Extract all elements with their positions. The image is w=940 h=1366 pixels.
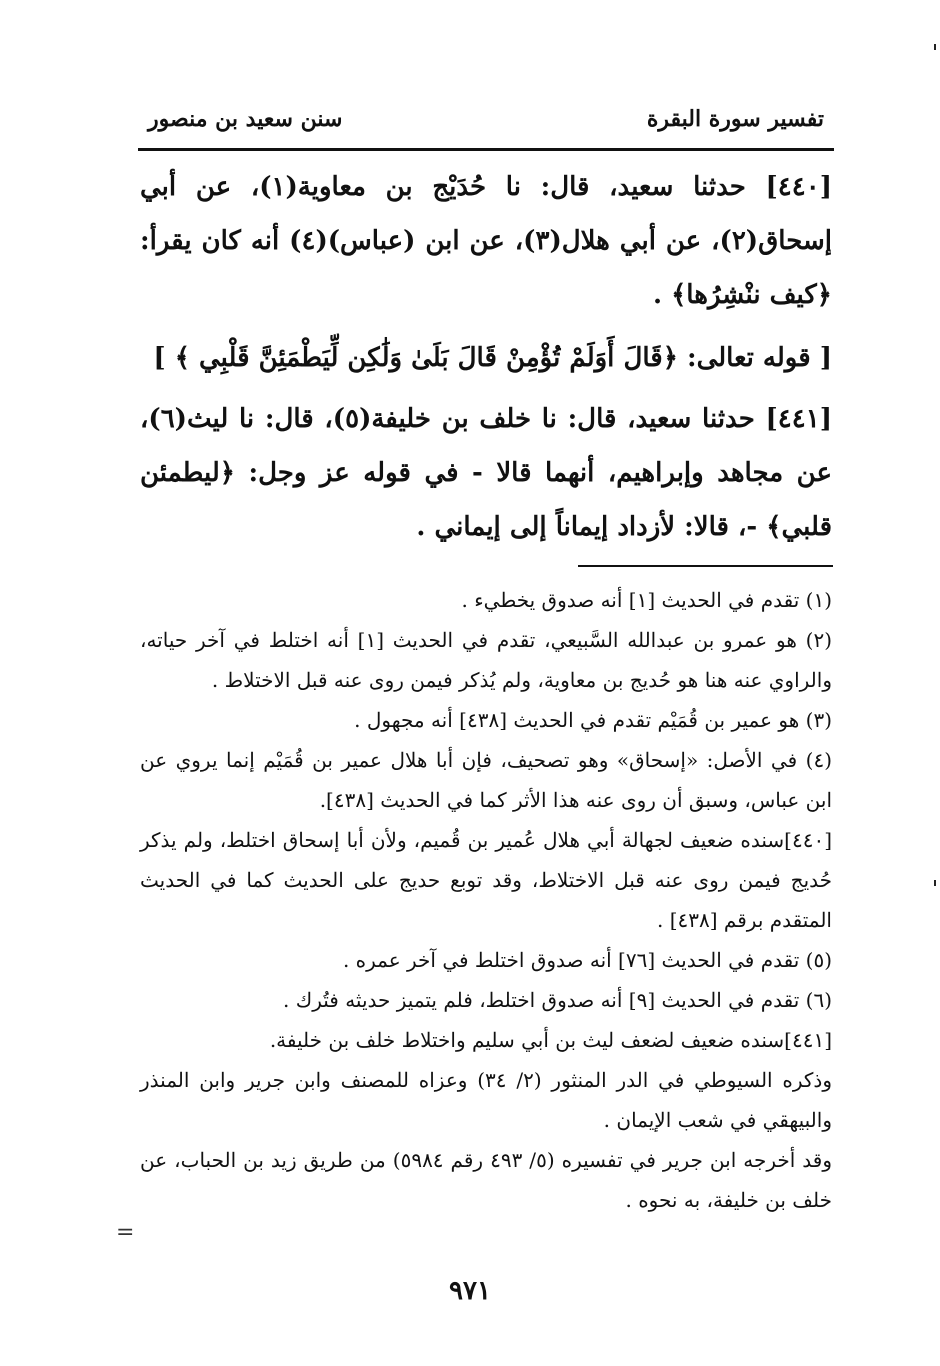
takhrij-440: [٤٤٠]سنده ضعيف لجهالة أبي هلال عُمير بن قُميم، ولأن أبا إسحاق اختلط، ولم يذكر حُديج فيمن روى عنه قبل الاختلاط، وقد توبع حديج على الحديث كما في الحديث المتقدم برقم [٤٣٨] . [140, 828, 832, 932]
footnote-1: (١) تقدم في الحديث [١] أنه صدوق يخطيء . [461, 588, 832, 612]
footnotes [140, 580, 832, 1220]
page-number: ٩٧١ [449, 1276, 491, 1306]
main-text [140, 160, 832, 562]
footnote-4: (٤) في الأصل: «إسحاق» وهو تصحيف، فإن أبا هلال عمير بن قُمَيْم إنما يروي عن ابن عباس، وسبق أن روى عنه هذا الأثر كما في الحديث [٤٣٨]. [140, 748, 832, 812]
header-rule [138, 148, 834, 151]
footnote-6: (٦) تقدم في الحديث [٩] أنه صدوق اختلط، فلم يتميز حديثه فتُرك . [283, 988, 832, 1012]
footnote-separator [578, 565, 833, 567]
takhrij-441: [٤٤١]سنده ضعيف لضعف ليث بن أبي سليم واختلاط خلف بن خليفة. [269, 1028, 832, 1052]
footnote-5: (٥) تقدم في الحديث [٧٦] أنه صدوق اختلط في آخر عمره . [342, 948, 832, 972]
hadith-441: [٤٤١] حدثنا سعيد، قال: نا خلف بن خليفة(٥)، قال: نا ليث(٦)، عن مجاهد وإبراهيم، أنهما قالا - في قوله عز وجل: ﴿ليطمئن قلبي﴾ -، قالا: لأزداد إيماناً إلى إيماني . [140, 404, 833, 542]
running-header [140, 100, 832, 140]
edge-mark-middle [934, 880, 936, 886]
hadith-440: [٤٤٠] حدثنا سعيد، قال: نا حُدَيْج بن معاوية(١)، عن أبي إسحاق(٢)، عن أبي هلال(٣)، عن ابن (عباس)(٤) أنه كان يقرأ: ﴿كيف ننْشِرُها﴾ . [140, 172, 833, 310]
footnote-3: (٣) هو عمير بن قُمَيْم تقدم في الحديث [٤٣٨] أنه مجهول . [354, 708, 832, 732]
header-chapter-title: تفسير سورة البقرة [646, 106, 824, 132]
chapter-heading: [ قوله تعالى: ﴿قَالَ أَوَلَمْ تُؤْمِنْ قَالَ بَلَىٰ وَلَٰكِن لِّيَطْمَئِنَّ قَلْبِي ﴾ ] [153, 343, 832, 373]
header-book-title: سنن سعيد بن منصور [148, 106, 343, 132]
footnote-2: (٢) هو عمرو بن عبدالله السَّبيعي، تقدم في الحديث [١] أنه اختلط في آخر حياته، والراوي عنه هنا هو حُديج بن معاوية، ولم يُذكر فيمن روى عنه قبل الاختلاط . [140, 628, 832, 692]
edge-mark-top [934, 44, 936, 50]
margin-mark: = [116, 1220, 135, 1245]
takhrij-441-ibn-jarir: وقد أخرجه ابن جرير في تفسيره (٥/ ٤٩٣ رقم ٥٩٨٤) من طريق زيد بن الحباب، عن خلف بن خليفة، به نحوه . [140, 1148, 833, 1212]
takhrij-441-suyuti: وذكره السيوطي في الدر المنثور (٢/ ٣٤) وعزاه للمصنف وابن جرير وابن المنذر والبيهقي في شعب الإيمان . [140, 1068, 832, 1132]
